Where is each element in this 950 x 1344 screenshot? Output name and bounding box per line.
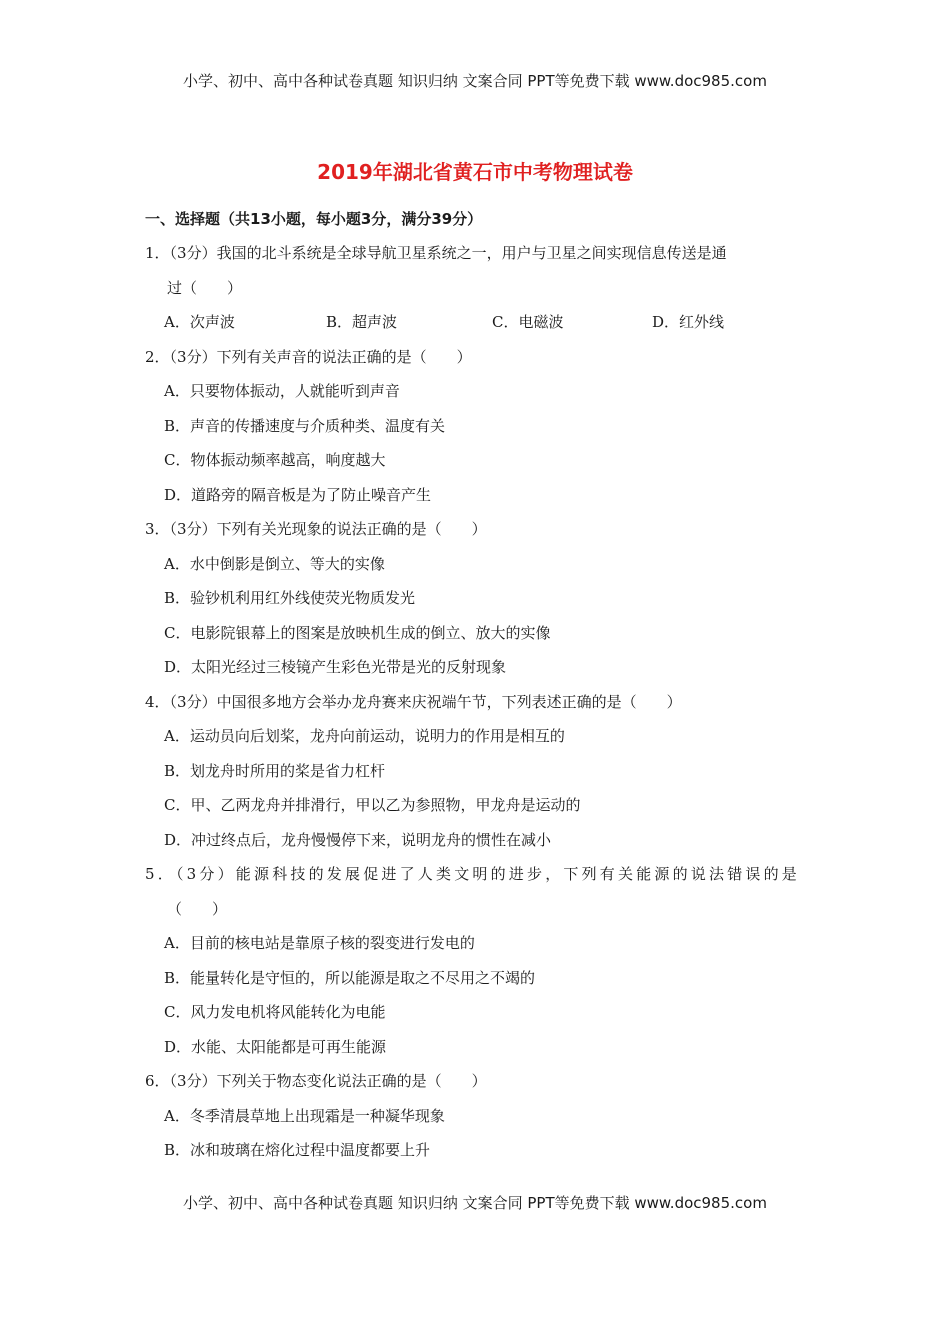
question-5 xyxy=(145,857,815,1064)
option-c: C．电磁波 xyxy=(492,313,564,331)
option-b: B．能量转化是守恒的，所以能源是取之不尽用之不竭的 xyxy=(164,968,536,987)
question-stem-continued: （ ） xyxy=(167,899,228,918)
option-a: A．次声波 xyxy=(164,313,235,331)
option-c: C．风力发电机将风能转化为电能 xyxy=(164,1003,386,1021)
question-1 xyxy=(145,236,815,340)
question-4 xyxy=(145,685,815,858)
option-d: D．冲过终点后，龙舟慢慢停下来，说明龙舟的惯性在减小 xyxy=(164,830,552,849)
option-a: A．只要物体振动，人就能听到声音 xyxy=(164,382,400,400)
question-stem: 1．（3分）我国的北斗系统是全球导航卫星系统之一，用户与卫星之间实现信息传送是通 xyxy=(145,244,727,262)
question-stem: 6．（3分）下列关于物态变化说法正确的是（ ） xyxy=(145,1072,487,1090)
question-stem-continued: 过（ ） xyxy=(167,278,243,297)
question-stem: 3．（3分）下列有关光现象的说法正确的是（ ） xyxy=(145,520,487,538)
option-c: C．物体振动频率越高，响度越大 xyxy=(164,451,386,469)
option-a: A．目前的核电站是靠原子核的裂变进行发电的 xyxy=(164,934,475,952)
question-stem: 5．（3分）能源科技的发展促进了人类文明的进步，下列有关能源的说法错误的是 xyxy=(145,865,800,883)
option-c: C．甲、乙两龙舟并排滑行，甲以乙为参照物，甲龙舟是运动的 xyxy=(164,796,581,814)
question-list xyxy=(145,236,815,1168)
option-d: D．水能、太阳能都是可再生能源 xyxy=(164,1037,387,1056)
question-2 xyxy=(145,340,815,513)
option-a: A．运动员向后划桨，龙舟向前运动，说明力的作用是相互的 xyxy=(164,727,565,745)
option-d: D．红外线 xyxy=(652,313,725,331)
option-a: A．水中倒影是倒立、等大的实像 xyxy=(164,554,385,573)
question-3 xyxy=(145,512,815,685)
option-d: D．道路旁的隔音板是为了防止噪音产生 xyxy=(164,485,432,504)
option-b: B．划龙舟时所用的桨是省力杠杆 xyxy=(164,761,386,780)
question-stem: 2．（3分）下列有关声音的说法正确的是（ ） xyxy=(145,347,472,366)
question-6 xyxy=(145,1064,815,1168)
option-b: B．冰和玻璃在熔化过程中温度都要上升 xyxy=(164,1141,431,1159)
option-d: D．太阳光经过三棱镜产生彩色光带是光的反射现象 xyxy=(164,658,507,676)
option-b: B．声音的传播速度与介质种类、温度有关 xyxy=(164,416,446,435)
option-a: A．冬季清晨草地上出现霜是一种凝华现象 xyxy=(164,1106,445,1125)
option-b: B．验钞机利用红外线使荧光物质发光 xyxy=(164,589,416,607)
option-row xyxy=(145,305,815,340)
question-stem: 4．（3分）中国很多地方会举办龙舟赛来庆祝端午节，下列表述正确的是（ ） xyxy=(145,692,682,711)
option-c: C．电影院银幕上的图案是放映机生成的倒立、放大的实像 xyxy=(164,623,551,642)
page-footer: 小学、初中、高中各种试卷真题 知识归纳 文案合同 PPT等免费下载 www.doc985.com xyxy=(183,1194,767,1212)
section-heading: 一、选择题（共13小题，每小题3分，满分39分） xyxy=(145,210,483,228)
page-title: 2019年湖北省黄石市中考物理试卷 xyxy=(317,160,633,184)
page-header: 小学、初中、高中各种试卷真题 知识归纳 文案合同 PPT等免费下载 www.doc985.com xyxy=(183,72,767,90)
option-b: B．超声波 xyxy=(326,313,398,331)
